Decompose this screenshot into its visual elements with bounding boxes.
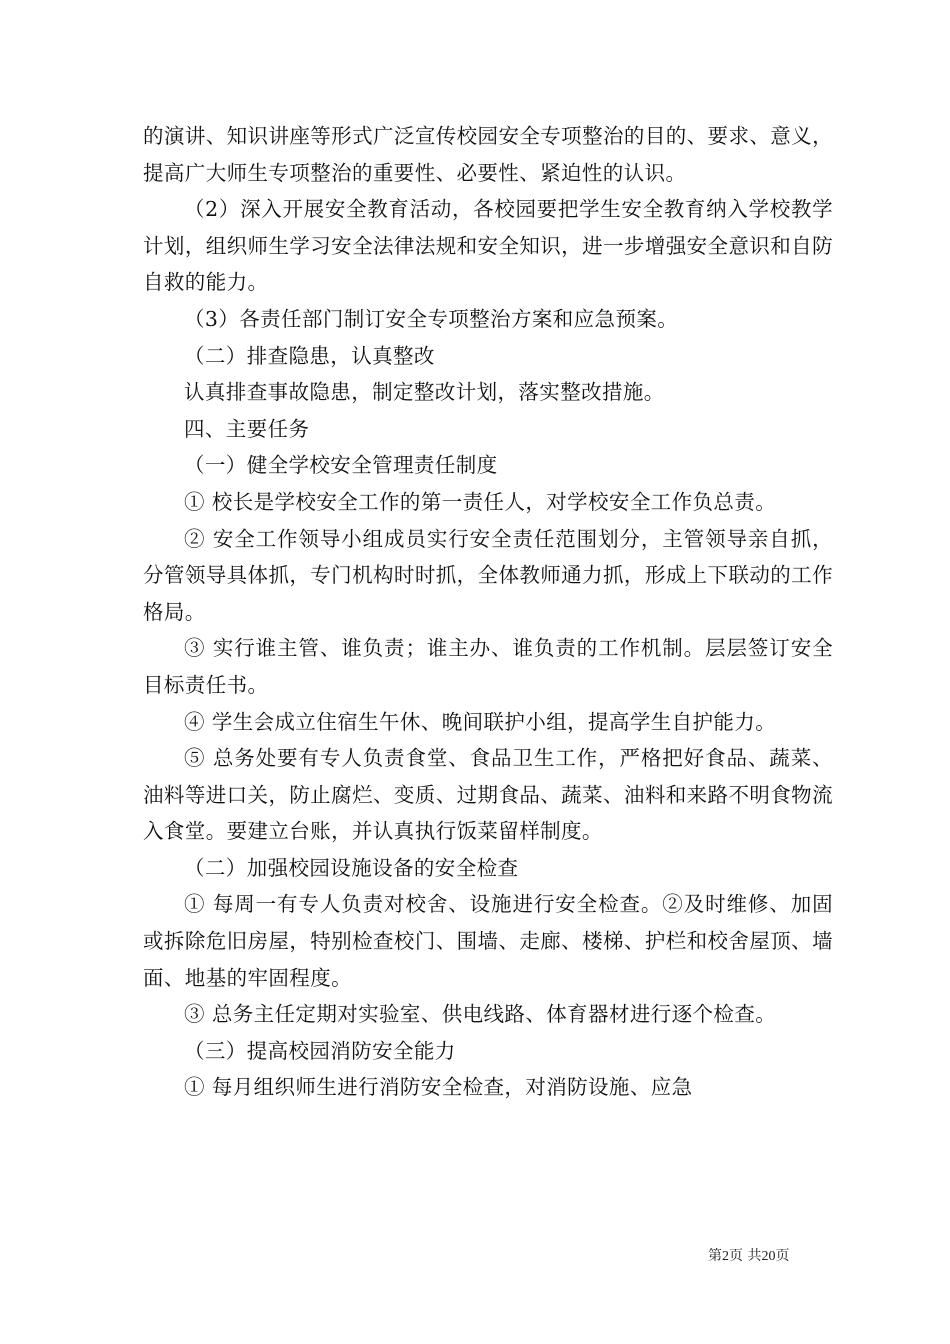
section-heading: 四、主要任务 bbox=[184, 416, 310, 441]
page-number-footer bbox=[708, 1247, 789, 1266]
total-page-number: 20 bbox=[761, 1249, 776, 1264]
paragraph: （2）深入开展安全教育活动，各校园要把学生安全教育纳入学校教学计划，组织师生学习安全法律法规和安全知识，进一步增强安全意识和自防自救的能力。 bbox=[143, 197, 833, 295]
body-text bbox=[143, 118, 833, 1106]
paragraph: 认真排查事故隐患，制定整改计划，落实整改措施。 bbox=[184, 380, 665, 405]
paragraph: ① 校长是学校安全工作的第一责任人，对学校安全工作负总责。 bbox=[184, 489, 777, 514]
paragraph: ① 每周一有专人负责对校舍、设施进行安全检查。②及时维修、加固或拆除危旧房屋，特别检查校门、围墙、走廊、楼梯、护栏和校舍屋顶、墙面、地基的牢固程度。 bbox=[143, 892, 833, 990]
paragraph: 的演讲、知识讲座等形式广泛宣传校园安全专项整治的目的、要求、意义，提高广大师生专项整治的重要性、必要性、紧迫性的认识。 bbox=[143, 124, 833, 185]
paragraph: ③ 实行谁主管、谁负责；谁主办、谁负责的工作机制。层层签订安全目标责任书。 bbox=[143, 636, 833, 697]
footer-suffix: 页 bbox=[775, 1248, 790, 1264]
paragraph: （二）排查隐患，认真整改 bbox=[184, 343, 435, 368]
current-page-number: 2 bbox=[722, 1249, 729, 1264]
subsection-heading: （二）加强校园设施设备的安全检查 bbox=[184, 855, 519, 880]
paragraph: ④ 学生会成立住宿生午休、晚间联护小组，提高学生自护能力。 bbox=[184, 709, 777, 734]
subsection-heading: （三）提高校园消防安全能力 bbox=[184, 1038, 456, 1063]
paragraph: ① 每月组织师生进行消防安全检查，对消防设施、应急 bbox=[184, 1075, 693, 1100]
footer-middle: 页 共 bbox=[729, 1248, 762, 1264]
paragraph: ⑤ 总务处要有专人负责食堂、食品卫生工作，严格把好食品、蔬菜、油料等进口关，防止腐烂、变质、过期食品、蔬菜、油料和来路不明食物流入食堂。要建立台账，并认真执行饭菜留样制度。 bbox=[143, 746, 833, 844]
paragraph: ② 安全工作领导小组成员实行安全责任范围划分，主管领导亲自抓，分管领导具体抓，专门机构时时抓，全体教师通力抓，形成上下联动的工作格局。 bbox=[143, 526, 833, 624]
paragraph: （3）各责任部门制订安全专项整治方案和应急预案。 bbox=[184, 306, 679, 331]
footer-prefix: 第 bbox=[708, 1248, 722, 1264]
subsection-heading: （一）健全学校安全管理责任制度 bbox=[184, 453, 498, 478]
paragraph: ③ 总务主任定期对实验室、供电线路、体育器材进行逐个检查。 bbox=[184, 1002, 777, 1027]
